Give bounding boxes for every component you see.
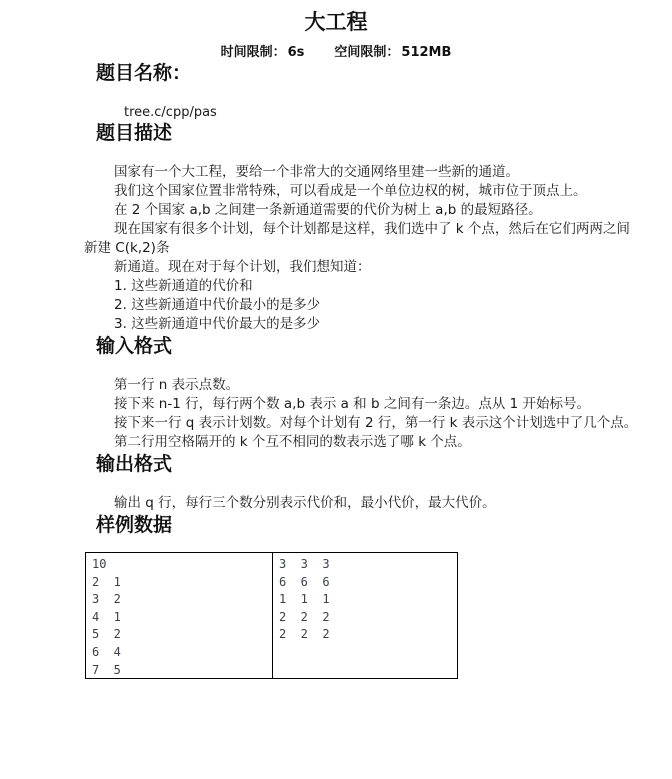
description-line-item-2: 2. 这些新通道中代价最小的是多少 [114, 297, 321, 313]
memory-limit-value: 512MB [401, 45, 452, 60]
section-heading-problem-name: 题目名称： [96, 62, 192, 84]
section-heading-description: 题目描述 [96, 122, 173, 144]
description-line: 我们这个国家位置非常特殊，可以看成是一个单位边权的树，城市位于顶点上。 [114, 183, 587, 199]
sample-input-line: 6 4 [92, 644, 121, 659]
limits-row [0, 44, 672, 61]
output-format-text [84, 494, 622, 513]
time-limit-value: 6s [287, 45, 305, 60]
output-format-line: 输出 q 行，每行三个数分别表示代价和，最小代价，最大代价。 [114, 495, 496, 511]
description-line-item-1: 1. 这些新通道的代价和 [114, 278, 253, 294]
description-line: 在 2 个国家 a,b 之间建一条新通道需要的代价为树上 a,b 的最短路径。 [114, 202, 542, 218]
section-heading-output-format: 输出格式 [96, 453, 173, 475]
sample-data-table [85, 552, 458, 679]
problem-file-name: tree.c/cpp/pas [124, 105, 217, 120]
sample-input-line: 3 2 [92, 592, 121, 607]
time-limit [221, 44, 305, 61]
time-limit-label: 时间限制： [220, 45, 286, 60]
description-line: 国家有一个大工程，要给一个非常大的交通网络里建一些新的通道。 [114, 164, 519, 180]
sample-output-line: 1 1 1 [279, 592, 330, 607]
page-title: 大工程 [304, 10, 368, 34]
description-text [84, 163, 630, 334]
sample-input-cell [86, 553, 273, 678]
memory-limit [334, 44, 451, 61]
input-format-line: 第一行 n 表示点数。 [114, 377, 240, 393]
description-line: 现在国家有很多个计划，每个计划都是这样，我们选中了 k 个点，然后在它们两两之间 [114, 221, 630, 237]
description-line-item-3: 3. 这些新通道中代价最大的是多少 [114, 316, 321, 332]
sample-input-line: 4 1 [92, 609, 121, 624]
input-format-line: 第二行用空格隔开的 k 个互不相同的数表示选了哪 k 个点。 [114, 434, 471, 450]
sample-input-line: 5 2 [92, 627, 121, 642]
description-line: 新通道。现在对于每个计划，我们想知道： [114, 259, 371, 275]
sample-input-line: 7 5 [92, 662, 121, 677]
sample-input-line: 10 [92, 557, 107, 571]
sample-output-cell [273, 553, 457, 678]
sample-output-line: 2 2 2 [279, 609, 330, 624]
input-format-line: 接下来一行 q 表示计划数。对每个计划有 2 行，第一行 k 表示这个计划选中了几个点。 [114, 415, 638, 431]
section-heading-sample-data: 样例数据 [96, 514, 173, 536]
input-format-line: 接下来 n-1 行，每行两个数 a,b 表示 a 和 b 之间有一条边。点从 1 开始标号。 [114, 396, 590, 412]
sample-output-line: 6 6 6 [279, 574, 330, 589]
description-line: 新建 C(k,2)条 [84, 240, 170, 256]
section-heading-input-format: 输入格式 [96, 335, 173, 357]
sample-output-line: 2 2 2 [279, 627, 330, 642]
memory-limit-label: 空间限制： [334, 45, 400, 60]
sample-input-line: 2 1 [92, 574, 121, 589]
input-format-text [84, 376, 638, 452]
sample-output-line: 3 3 3 [279, 557, 330, 571]
